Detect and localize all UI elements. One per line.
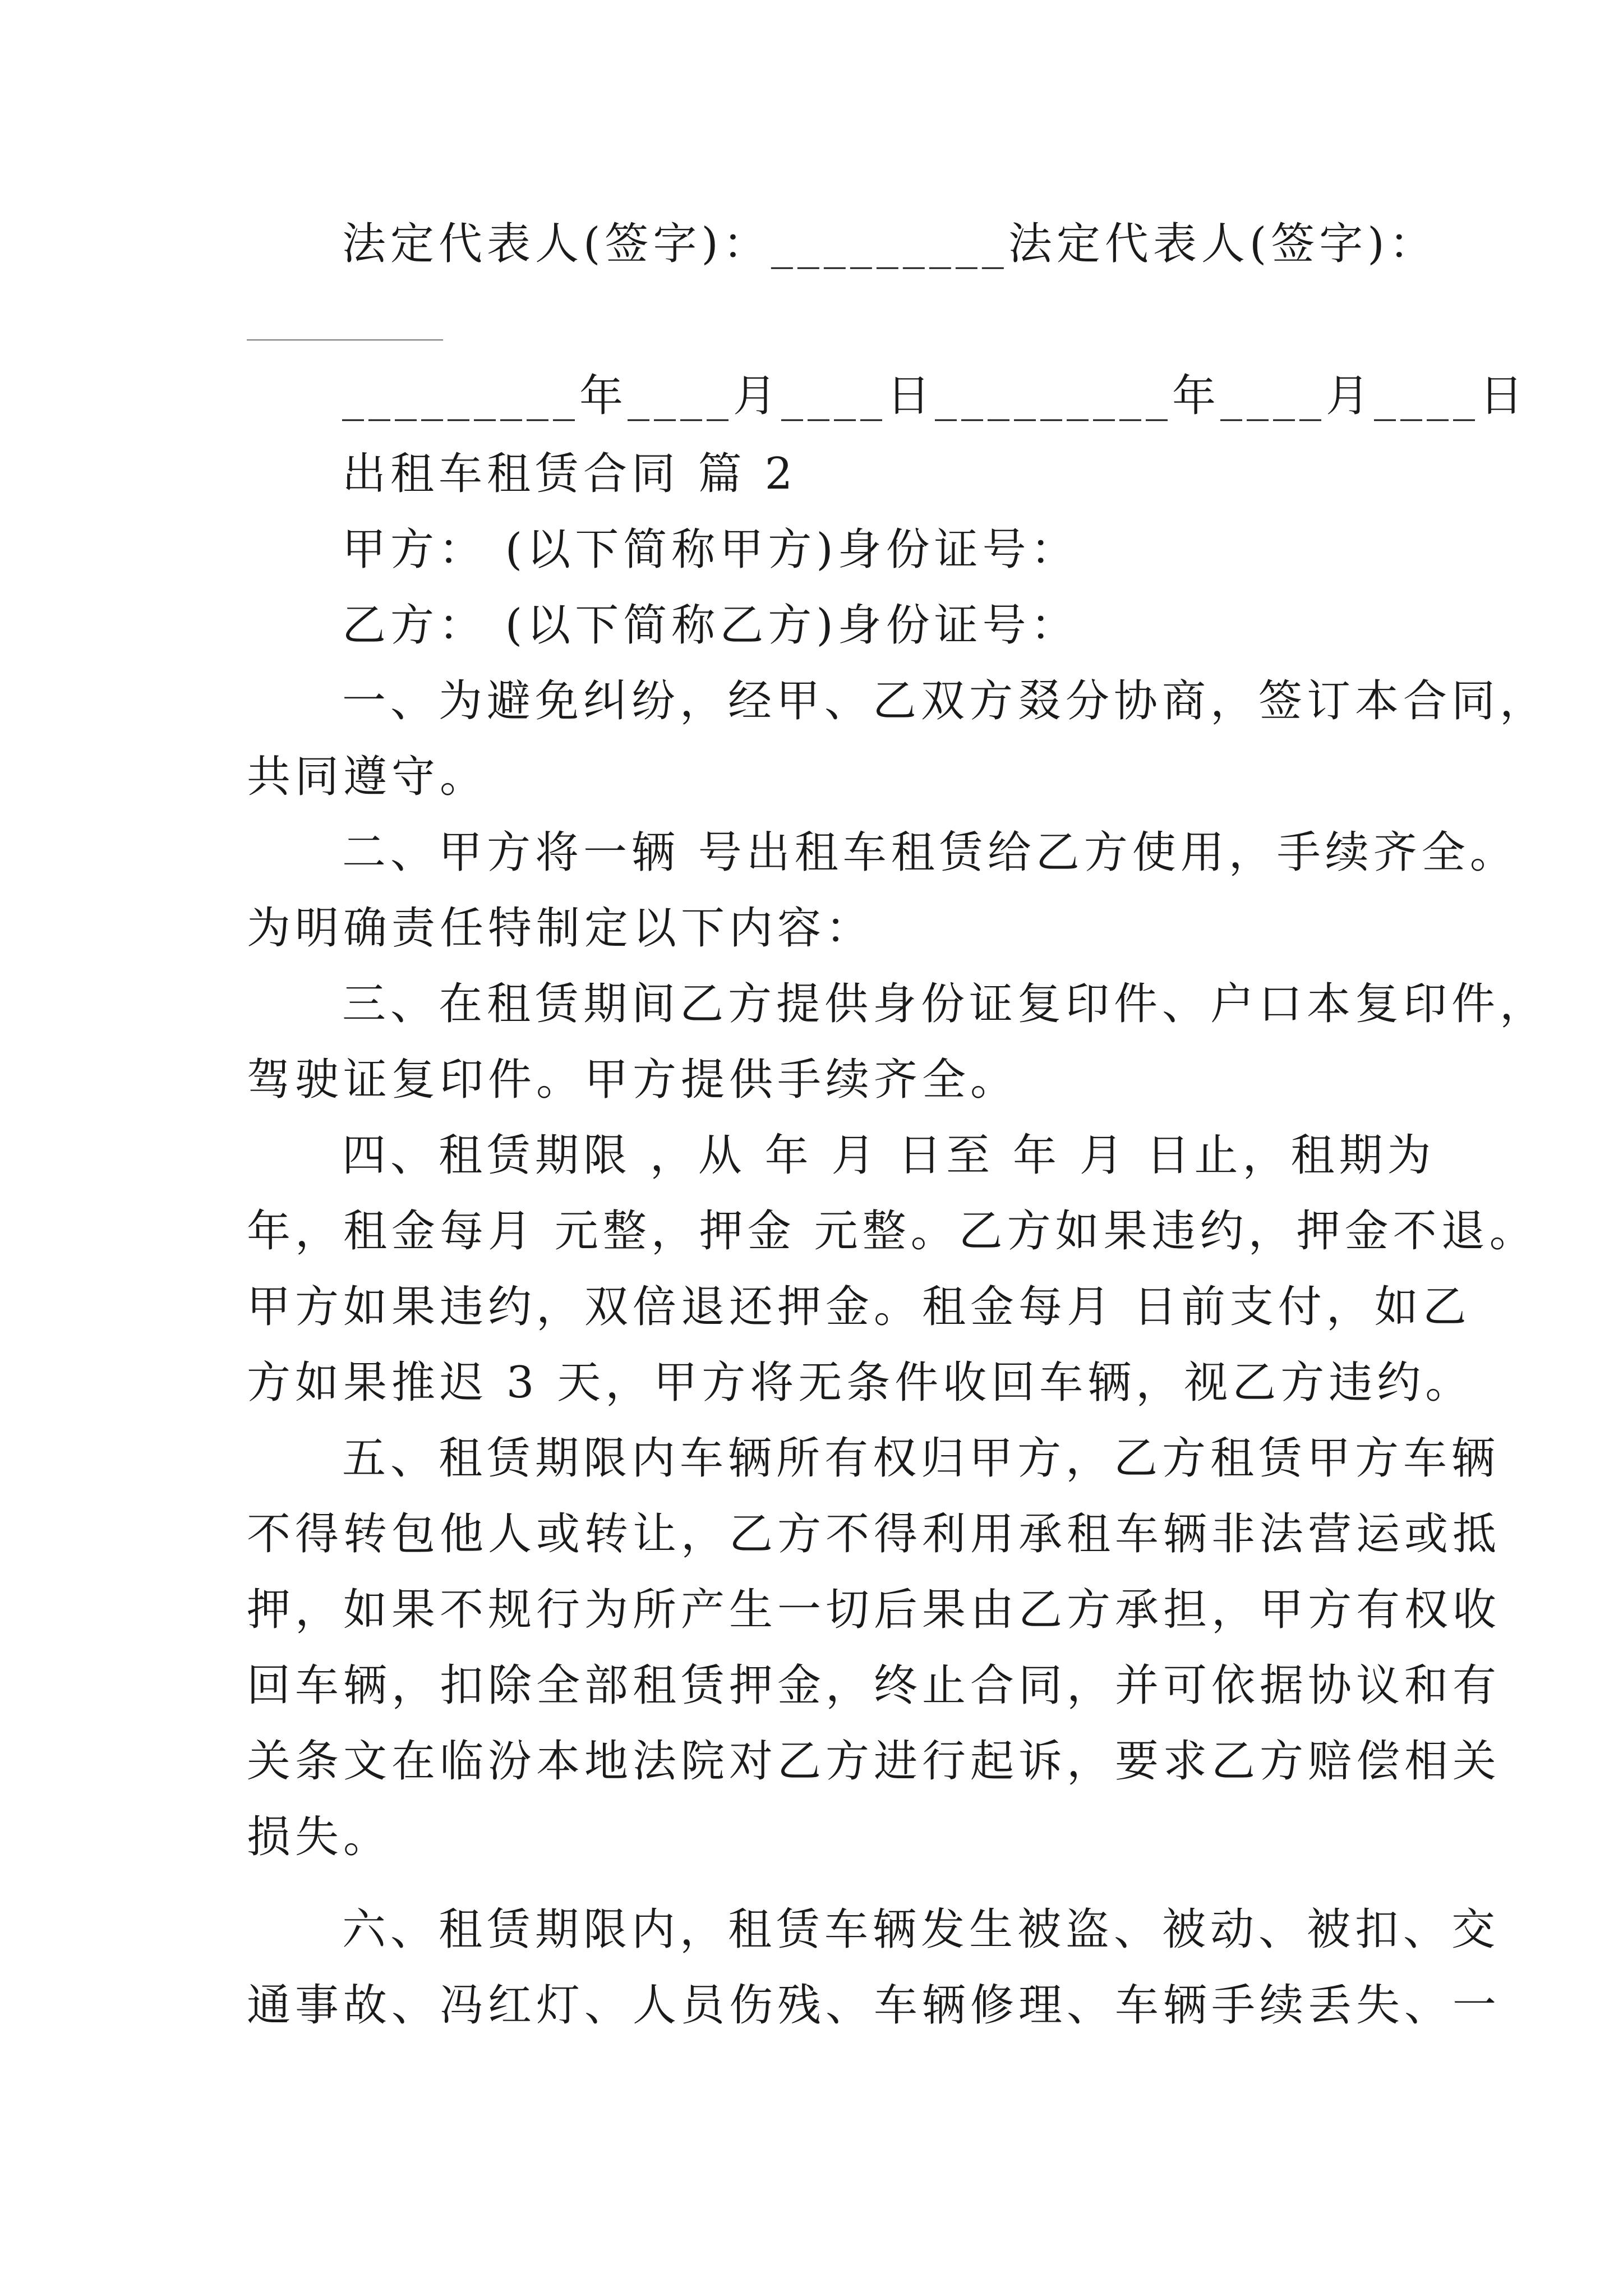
paragraph-line: 五、租赁期限内车辆所有权归甲方，乙方租赁甲方车辆 <box>342 1433 1500 1484</box>
paragraph-line: 三、在租赁期间乙方提供身份证复印件、户口本复印件， <box>342 979 1548 1029</box>
section-title: 出租车租赁合同 篇 2 <box>342 449 797 499</box>
paragraph-line: 不得转包他人或转让，乙方不得利用承租车辆非法营运或抵 <box>247 1509 1501 1559</box>
paragraph-line: 二、甲方将一辆 号出租车租赁给乙方使用，手续齐全。 <box>342 827 1518 878</box>
paragraph-line: 通事故、冯红灯、人员伤残、车辆修理、车辆手续丢失、一 <box>247 1980 1501 2031</box>
party-b-line: 乙方： (以下简称乙方)身份证号： <box>342 600 1079 651</box>
party-a-line: 甲方： (以下简称甲方)身份证号： <box>342 524 1079 575</box>
paragraph-line: 共同遵守。 <box>247 752 488 802</box>
paragraph-line: 关条文在临汾本地法院对乙方进行起诉，要求乙方赔偿相关 <box>247 1736 1501 1787</box>
paragraph-line: 四、租赁期限 ，从 年 月 日至 年 月 日止，租期为 <box>342 1130 1436 1181</box>
signature-line: 法定代表人(签字)：_________法定代表人(签字)： <box>342 219 1437 269</box>
paragraph-line: 年，租金每月 元整，押金 元整。乙方如果违约，押金不退。 <box>247 1206 1538 1257</box>
paragraph-line: 甲方如果违约，双倍退还押金。租金每月 日前支付，如乙 <box>247 1282 1471 1332</box>
signature-blank-underline <box>247 339 443 341</box>
paragraph-line: 驾驶证复印件。甲方提供手续齐全。 <box>247 1055 1019 1105</box>
paragraph-line: 押，如果不规行为所产生一切后果由乙方承担，甲方有权收 <box>247 1585 1501 1635</box>
paragraph-line: 损失。 <box>247 1812 392 1862</box>
paragraph-line: 回车辆，扣除全部租赁押金，终止合同，并可依据协议和有 <box>247 1660 1501 1711</box>
paragraph-line: 一、为避免纠纷，经甲、乙双方叕分协商，签订本合同， <box>342 676 1548 726</box>
date-line: _________年____月____日_________年____月____日 <box>342 371 1528 421</box>
paragraph-line: 方如果推迟 3 天，甲方将无条件收回车辆，视乙方违约。 <box>247 1358 1474 1408</box>
paragraph-line: 六、租赁期限内，租赁车辆发生被盗、被动、被扣、交 <box>342 1904 1500 1955</box>
paragraph-line: 为明确责任特制定以下内容： <box>247 903 874 954</box>
